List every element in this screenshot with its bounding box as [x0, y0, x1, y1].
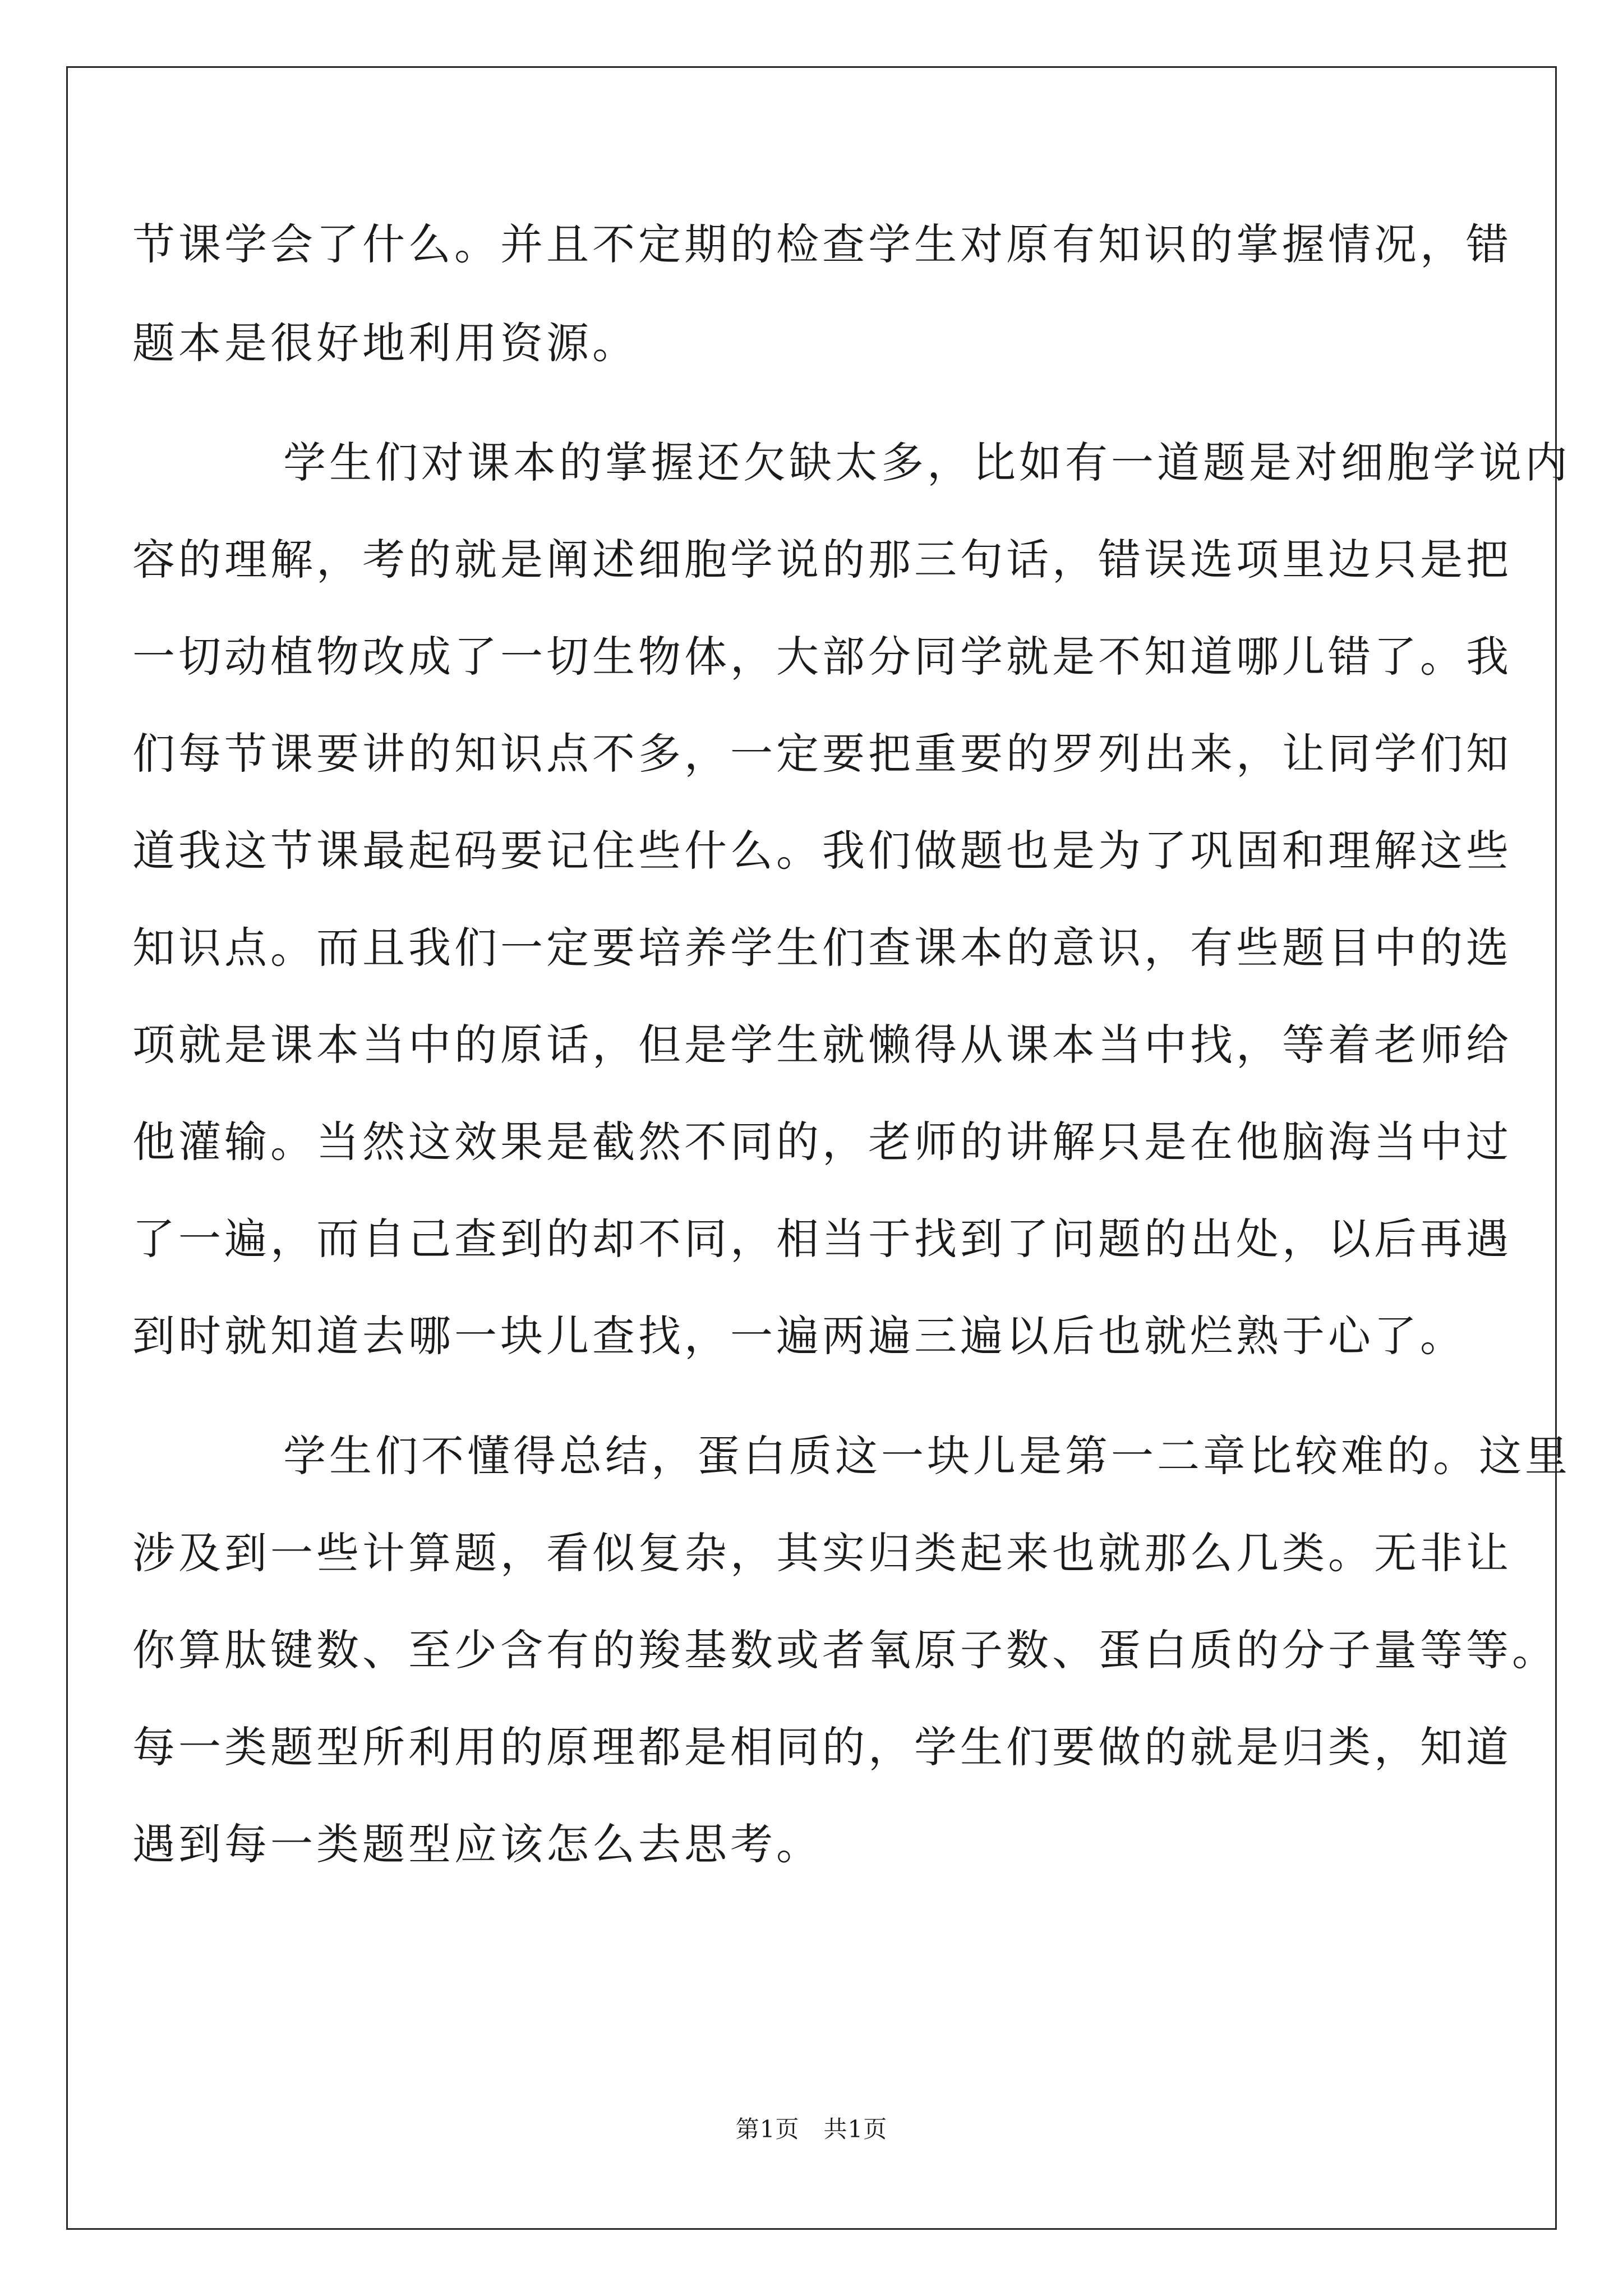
- body-line: 项就是课本当中的原话，但是学生就懒得从课本当中找，等着老师给: [132, 1020, 1512, 1070]
- page-number-footer: 第1页 共1页: [735, 2115, 888, 2143]
- body-line: 到时就知道去哪一块儿查找，一遍两遍三遍以后也就烂熟于心了。: [132, 1311, 1466, 1361]
- body-line: 题本是很好地利用资源。: [132, 318, 638, 368]
- body-line: 每一类题型所利用的原理都是相同的，学生们要做的就是归类，知道: [132, 1722, 1512, 1772]
- body-line: 道我这节课最起码要记住些什么。我们做题也是为了巩固和理解这些: [132, 826, 1512, 876]
- body-line: 遇到每一类题型应该怎么去思考。: [132, 1819, 822, 1869]
- body-line: 你算肽键数、至少含有的羧基数或者氧原子数、蛋白质的分子量等等。: [132, 1625, 1558, 1675]
- body-line: 们每节课要讲的知识点不多，一定要把重要的罗列出来，让同学们知: [132, 729, 1512, 779]
- paragraph-first-line: 学生们不懂得总结，蛋白质这一块儿是第一二章比较难的。这里: [283, 1431, 1571, 1481]
- body-line: 容的理解，考的就是阐述细胞学说的那三句话，错误选项里边只是把: [132, 535, 1512, 585]
- body-line: 了一遍，而自己查到的却不同，相当于找到了问题的出处，以后再遇: [132, 1214, 1512, 1264]
- body-line: 知识点。而且我们一定要培养学生们查课本的意识，有些题目中的选: [132, 923, 1512, 973]
- body-line: 涉及到一些计算题，看似复杂，其实归类起来也就那么几类。无非让: [132, 1528, 1512, 1578]
- body-line: 一切动植物改成了一切生物体，大部分同学就是不知道哪儿错了。我: [132, 632, 1512, 682]
- body-line: 他灌输。当然这效果是截然不同的，老师的讲解只是在他脑海当中过: [132, 1117, 1512, 1167]
- paragraph-first-line: 学生们对课本的掌握还欠缺太多，比如有一道题是对细胞学说内: [283, 438, 1571, 487]
- body-line: 节课学会了什么。并且不定期的检查学生对原有知识的掌握情况，错: [132, 219, 1512, 269]
